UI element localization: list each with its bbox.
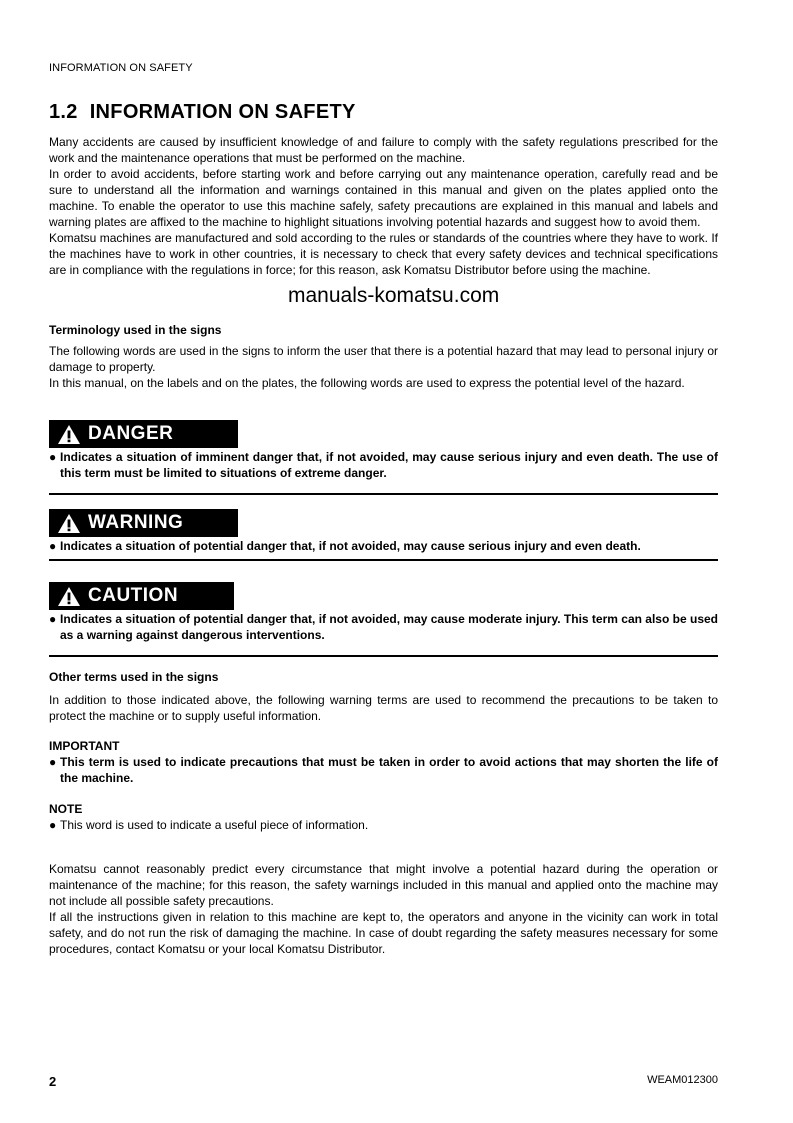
caution-sign [49,582,718,657]
note-label: NOTE [49,802,83,816]
section-title-text: INFORMATION ON SAFETY [89,101,356,123]
intro-paragraph-2: In order to avoid accidents, before starting work and before carrying out any maintenance operation, carefully read and be sure to understand all the information and warnings contained in this manual and given on the plates applied onto the machine. To enable the operator to use this machine safely, safety precautions are explained in this manual and labels and warning plates are affixed to the machine to highlight situations involving potential hazards and suggest how to avoid them. [49,167,718,229]
note-section [49,801,718,833]
danger-sign [49,420,718,495]
terminology-paragraph-1: The following words are used in the signs to inform the user that there is a potential hazard that may lead to personal injury or damage to property. [49,344,718,374]
other-terms-section [49,669,718,724]
page-number: 2 [49,1074,57,1089]
document-code: WEAM012300 [647,1074,718,1086]
warning-triangle-icon [57,586,81,607]
intro-paragraph-1: Many accidents are caused by insufficient knowledge of and failure to comply with the safety regulations prescribed for the work and the maintenance operations that must be performed on the machine. [49,135,718,165]
terminology-paragraph-2: In this manual, on the labels and on the plates, the following words are used to express the potential level of the hazard. [49,376,685,390]
warning-banner [49,509,238,537]
caution-text: Indicates a situation of potential danger that, if not avoided, may cause moderate injury. This term can also be used as a warning against dangerous interventions. [60,612,718,642]
bullet-dot: ● [49,755,57,769]
intro-section [49,134,718,278]
warning-triangle-icon [57,513,81,534]
other-terms-paragraph: In addition to those indicated above, the following warning terms are used to recommend the precautions to be taken to protect the machine or to supply useful information. [49,693,718,723]
section-number: 1.2 [49,101,78,123]
caution-word: CAUTION [88,585,179,606]
danger-text: Indicates a situation of imminent danger that, if not avoided, may cause serious injury and even death. The use of this term must be limited to situations of extreme danger. [60,450,718,480]
danger-divider [49,493,718,495]
danger-word: DANGER [88,423,174,444]
closing-paragraph-2: If all the instructions given in relation to this machine are kept to, the operators and anyone in the vicinity can work in total safety, and do not run the risk of damaging the machine. In case of doubt regarding the safety measures necessary for some procedures, contact Komatsu or your local Komatsu Distributor. [49,910,718,956]
important-label: IMPORTANT [49,739,120,753]
bullet-dot: ● [49,539,57,553]
note-item [49,817,718,833]
important-item [49,754,718,786]
intro-paragraph-3: Komatsu machines are manufactured and sold according to the rules or standards of the countries where they have to work. If the machines have to work in other countries, it is necessary to check that every safety devices and technical specifications are in compliance with the regulations in force; for this reason, ask Komatsu Distributor before using the machine. [49,231,718,277]
closing-paragraph-1: Komatsu cannot reasonably predict every circumstance that might involve a potential hazard during the operation or maintenance of the machine; for this reason, the safety warnings included in this manual and applied onto the machine may not include all possible safety precautions. [49,862,718,908]
warning-divider [49,559,718,561]
note-text: This word is used to indicate a useful piece of information. [60,818,369,832]
closing-section [49,861,718,957]
section-title [49,101,356,124]
warning-description [49,538,718,554]
caution-divider [49,655,718,657]
bullet-dot: ● [49,818,57,832]
caution-description [49,611,718,643]
terminology-heading: Terminology used in the signs [49,323,222,337]
running-header: INFORMATION ON SAFETY [49,62,193,74]
terminology-section [49,322,718,391]
document-page [49,0,718,1123]
warning-text: Indicates a situation of potential danger that, if not avoided, may cause serious injury and even death. [60,539,641,553]
bullet-dot: ● [49,612,57,626]
danger-banner [49,420,238,448]
warning-sign [49,509,718,561]
warning-word: WARNING [88,512,184,533]
important-section [49,738,718,786]
watermark: manuals-komatsu.com [288,284,500,307]
bullet-dot: ● [49,450,57,464]
warning-triangle-icon [57,424,81,445]
danger-description [49,449,718,481]
other-terms-heading: Other terms used in the signs [49,670,219,684]
caution-banner [49,582,234,610]
important-text: This term is used to indicate precautions that must be taken in order to avoid actions that may shorten the life of the machine. [60,755,718,785]
